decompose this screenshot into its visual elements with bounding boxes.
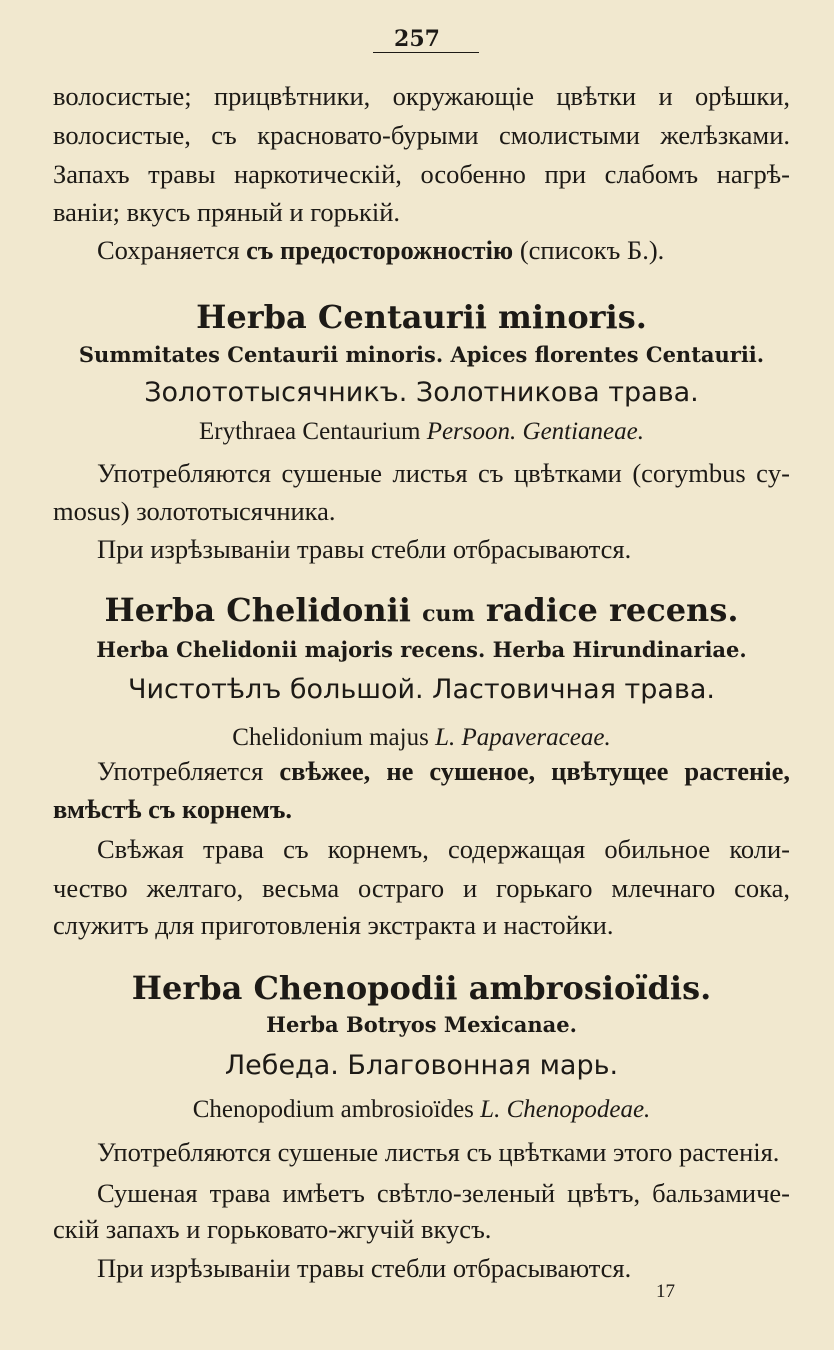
entry-2-authority: L. [435,724,456,751]
intro-line-4: ваніи; вкусъ пряный и горькій. [53,197,401,227]
entry-3-russian-name: Лебеда. Благовонная марь. [224,1050,619,1081]
entry-3-title: Herba Chenopodii ambrosioïdis. [131,969,712,1007]
entry-1-species: Erythraea Centaurium [199,418,421,445]
intro-line-3: Запахъ травы наркотическій, особенно при слабомъ нагрѣ- [53,159,790,189]
entry-1-title: Herba Centaurii minoris. [196,298,647,336]
entry-3-plant [53,1092,790,1128]
entry-3-species: Chenopodium ambrosioïdes [192,1096,474,1123]
entry-2-plant [53,720,790,756]
storage-after: (списокъ Б.). [513,235,665,265]
header-rule [373,52,479,53]
entry-3-authority: L. [480,1096,501,1123]
entry-2-family: Papaveraceae. [461,724,611,751]
entry-2-paragraph-line-2: чество желтаго, весьма остраго и горькаго млечнаго сока, [53,873,790,903]
entry-2-paragraph-line-1: Свѣжая трава съ корнемъ, содержащая обильное коли- [97,834,790,864]
entry-2-usage-before: Употребляется [97,756,280,786]
entry-2-usage-line-2: вмѣстѣ съ корнемъ. [53,794,293,824]
entry-1-russian-name: Золототысячникъ. Золотникова трава. [144,377,699,408]
page-number: 257 [394,26,440,52]
entry-1-paragraph-1-line-1: Употребляются сушеные листья съ цвѣтками (corymbus cy- [97,458,790,488]
entry-2-title-end: radice recens. [485,591,739,629]
entry-3-paragraph-1: Употребляются сушеные листья съ цвѣтками этого растенія. [97,1137,780,1167]
entry-3-paragraph-2-line-1: Сушеная трава имѣетъ свѣтло-зеленый цвѣтъ, бальзамиче- [97,1178,790,1208]
storage-before: Сохраняется [97,235,247,265]
entry-3-paragraph-3: При изрѣзываніи травы стебли отбрасываются. [97,1253,632,1283]
entry-2-title [53,590,790,634]
entry-2-russian-name: Чистотѣлъ большой. Ластовичная трава. [127,674,716,705]
entry-1-synonyms: Summitates Centaurii minoris. Apices florentes Centaurii. [78,342,765,367]
entry-2-species: Chelidonium majus [232,724,429,751]
entry-1-family: Gentianeae. [522,418,644,445]
entry-2-title-main: Herba Chelidonii [104,591,411,629]
entry-3-paragraph-2-line-2: скій запахъ и горьковато-жгучій вкусъ. [53,1214,492,1244]
intro-line-2: волосистые, съ красновато-бурыми смолистыми желѣзками. [53,120,790,150]
entry-2-usage-line-1 [53,752,790,790]
entry-1-plant [53,414,790,450]
entry-3-family: Chenopodeae. [506,1096,651,1123]
storage-bold: съ предосторожностію [246,235,514,265]
entry-2-title-mid: cum [422,601,475,627]
entry-1-paragraph-2: При изрѣзываніи травы стебли отбрасываются. [97,534,632,564]
entry-3-synonyms: Herba Botryos Mexicanae. [266,1012,577,1037]
entry-2-usage-bold-1: свѣжее, не сушеное, цвѣтущее растеніе, [279,756,790,786]
entry-2-synonyms: Herba Chelidonii majoris recens. Herba Hirundinariae. [96,637,747,662]
entry-1-paragraph-1-line-2: mosus) золототысячника. [53,496,336,526]
storage-note [53,231,790,269]
signature-mark: 17 [656,1281,675,1302]
intro-line-1: волосистые; прицвѣтники, окружающіе цвѣтки и орѣшки, [53,81,790,111]
entry-2-paragraph-line-3: служитъ для приготовленія экстракта и настойки. [53,910,614,940]
entry-1-authority: Persoon. [426,418,517,445]
